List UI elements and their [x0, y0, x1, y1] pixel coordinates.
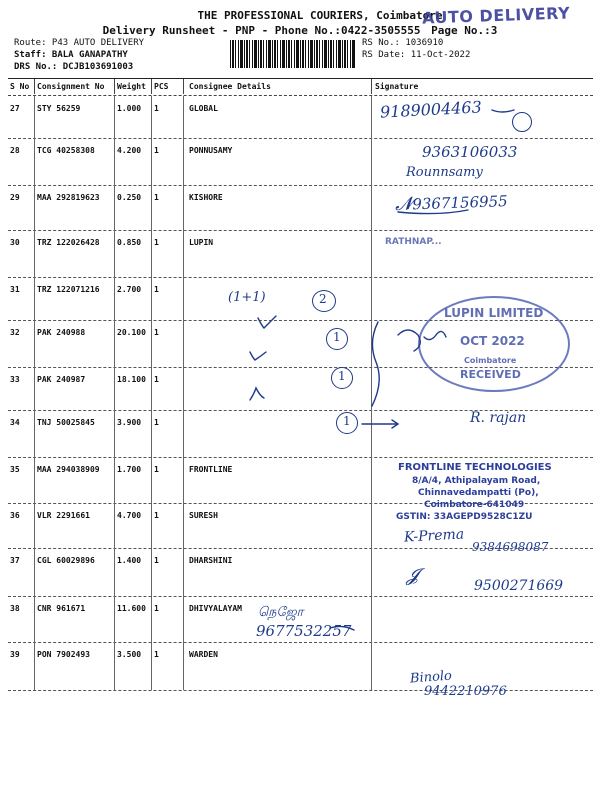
stamp-received: RECEIVED [460, 368, 521, 381]
row-sno: 38 [10, 604, 20, 613]
col-divider [371, 503, 372, 548]
circle-2-label: 2 [319, 292, 327, 306]
col-divider [34, 457, 35, 503]
col-divider [151, 410, 152, 457]
table-header [8, 78, 593, 96]
row-sno: 34 [10, 418, 20, 427]
row-consignee: DHARSHINI [189, 556, 233, 565]
row-weight: 0.850 [117, 238, 142, 247]
row-pcs: 1 [154, 104, 159, 113]
col-divider [34, 138, 35, 185]
circle-1 [326, 328, 348, 350]
col-divider [151, 596, 152, 642]
col-divider [34, 185, 35, 230]
col-divider [151, 185, 152, 230]
col-divider [34, 320, 35, 367]
col-divider [114, 642, 115, 690]
signature-39-phone: 9442210976 [424, 684, 507, 699]
row-consignee: PONNUSAMY [189, 146, 233, 155]
col-sno: S No [10, 82, 30, 91]
row-sno: 27 [10, 104, 20, 113]
col-divider [183, 503, 184, 548]
frontline-stamp-addr1: 8/A/4, Athipalayam Road, [412, 476, 541, 486]
frontline-stamp-gstin: GSTIN: 33AGEPD9528C1ZU [396, 512, 533, 522]
col-divider [371, 277, 372, 320]
col-divider [34, 79, 35, 94]
signature-37-phone: 9500271669 [474, 578, 564, 594]
row-weight: 18.100 [117, 375, 146, 384]
col-weight: Weight [117, 82, 146, 91]
row-consignee: GLOBAL [189, 104, 218, 113]
row-sno: 30 [10, 238, 20, 247]
circle-2 [312, 290, 336, 312]
row-pcs: 1 [154, 556, 159, 565]
col-divider [183, 596, 184, 642]
col-divider [151, 503, 152, 548]
row-consignment: TRZ 122071216 [37, 285, 100, 294]
table-row [8, 96, 593, 139]
col-divider [114, 230, 115, 277]
signature-28-name: Rounnsamy [406, 165, 483, 180]
col-divider [183, 185, 184, 230]
col-divider [34, 548, 35, 596]
row-consignment: TRZ 122026428 [37, 238, 100, 247]
signature-28-phone: 9363106033 [422, 143, 518, 161]
col-divider [151, 548, 152, 596]
row-weight: 4.200 [117, 146, 142, 155]
barcode [230, 40, 355, 68]
signature-36-name: K-Prema [403, 526, 465, 546]
col-divider [34, 230, 35, 277]
row-sno: 35 [10, 465, 20, 474]
row-consignment: MAA 294038909 [37, 465, 100, 474]
row-sno: 28 [10, 146, 20, 155]
col-divider [114, 138, 115, 185]
col-divider [114, 96, 115, 138]
row-pcs: 1 [154, 418, 159, 427]
row-pcs: 1 [154, 146, 159, 155]
row-consignment: CGL 60029896 [37, 556, 95, 565]
col-divider [34, 277, 35, 320]
row-weight: 1.400 [117, 556, 142, 565]
col-divider [371, 96, 372, 138]
signature-38-mark: நெஜோ [258, 605, 304, 620]
page-number: Page No.:3 [431, 24, 498, 37]
row-consignment: PAK 240988 [37, 328, 86, 337]
stamp-company: LUPIN LIMITED [444, 306, 544, 320]
row-consignment: TNJ 50025845 [37, 418, 95, 427]
col-divider [114, 320, 115, 367]
frontline-stamp-addr2: Chinnavedampatti (Po), [418, 488, 539, 498]
route-info: Route: P43 AUTO DELIVERY [14, 38, 145, 48]
row-weight: 2.700 [117, 285, 142, 294]
col-divider [114, 185, 115, 230]
col-divider [183, 320, 184, 367]
col-divider [371, 410, 372, 457]
circle-1-label: 1 [338, 369, 346, 383]
row-consignment: PAK 240987 [37, 375, 86, 384]
circle-mark [512, 112, 532, 132]
row-sno: 31 [10, 285, 20, 294]
row-consignee: KISHORE [189, 193, 223, 202]
col-divider [34, 410, 35, 457]
row-sno: 29 [10, 193, 20, 202]
auto-delivery-stamp: AUTO DELIVERY [421, 3, 571, 28]
col-divider [371, 457, 372, 503]
col-pcs: PCS [154, 82, 169, 91]
col-divider [151, 642, 152, 690]
col-divider [151, 138, 152, 185]
col-divider [183, 96, 184, 138]
row-pcs: 1 [154, 511, 159, 520]
col-divider [114, 548, 115, 596]
row-weight: 4.700 [117, 511, 142, 520]
signature-34: R. rajan [470, 410, 527, 426]
row-consignee: LUPIN [189, 238, 214, 247]
col-divider [34, 503, 35, 548]
frontline-stamp-addr3: Coimbatore-641049 [424, 500, 525, 510]
rs-number: RS No.: 1036910 [362, 38, 444, 48]
col-divider [151, 320, 152, 367]
stamp-date: OCT 2022 [460, 334, 525, 348]
row-weight: 0.250 [117, 193, 142, 202]
col-consignment: Consignment No [37, 82, 105, 91]
col-divider [183, 457, 184, 503]
row-pcs: 1 [154, 604, 159, 613]
row-pcs: 1 [154, 285, 159, 294]
row-sno: 32 [10, 328, 20, 337]
col-divider [114, 367, 115, 410]
col-divider [114, 79, 115, 94]
lupin-received-stamp [418, 296, 570, 392]
row-weight: 1.000 [117, 104, 142, 113]
col-divider [371, 596, 372, 642]
col-divider [183, 230, 184, 277]
col-divider [371, 230, 372, 277]
row-sno: 37 [10, 556, 20, 565]
runsheet-subtitle [0, 24, 600, 37]
row-weight: 1.700 [117, 465, 142, 474]
table-row [8, 230, 593, 278]
signature-38-phone: 9677532257 [256, 622, 352, 640]
rs-date: RS Date: 11-Oct-2022 [362, 50, 471, 60]
signature-27-number: 9189004463 [379, 97, 483, 122]
col-divider [183, 548, 184, 596]
row-weight: 3.900 [117, 418, 142, 427]
col-divider [114, 410, 115, 457]
col-divider [34, 596, 35, 642]
row-consignment: PON 7902493 [37, 650, 90, 659]
row-weight: 20.100 [117, 328, 146, 337]
row-consignment: STY 56259 [37, 104, 81, 113]
row-consignment: CNR 961671 [37, 604, 86, 613]
col-divider [183, 367, 184, 410]
col-divider [151, 230, 152, 277]
col-divider [371, 79, 372, 94]
row-pcs: 1 [154, 375, 159, 384]
col-divider [114, 503, 115, 548]
col-divider [183, 642, 184, 690]
signature-39-name: Binolo [409, 668, 453, 687]
col-divider [151, 96, 152, 138]
frontline-stamp-name: FRONTLINE TECHNOLOGIES [398, 462, 552, 473]
row-consignee: WARDEN [189, 650, 218, 659]
runsheet-phone: Delivery Runsheet - PNP - Phone No.:0422-3505555 [102, 24, 421, 37]
col-divider [183, 277, 184, 320]
circle-1-label: 1 [333, 330, 341, 344]
col-divider [34, 367, 35, 410]
col-divider [151, 367, 152, 410]
row-pcs: 1 [154, 650, 159, 659]
circle-1 [331, 367, 353, 389]
row-sno: 33 [10, 375, 20, 384]
row-weight: 3.500 [117, 650, 142, 659]
col-divider [34, 96, 35, 138]
staff-info: Staff: BALA GANAPATHY [14, 50, 128, 60]
circle-1 [336, 412, 358, 434]
signature-36-phone: 9384698087 [472, 540, 549, 554]
col-divider [183, 138, 184, 185]
col-divider [34, 642, 35, 690]
circle-1-label: 1 [343, 414, 351, 428]
col-divider [371, 548, 372, 596]
row-consignee: DHIVYALAYAM [189, 604, 242, 613]
company-title: THE PROFESSIONAL COURIERS, Coimbatore [197, 9, 443, 22]
row-weight: 11.600 [117, 604, 146, 613]
col-divider [371, 367, 372, 410]
rathna-stamp: RATHNAP... [385, 237, 442, 247]
col-divider [371, 138, 372, 185]
mark-31: (1+1) [228, 290, 266, 305]
row-pcs: 1 [154, 328, 159, 337]
signature-37-mark: 𝓙 [406, 565, 419, 586]
col-divider [114, 596, 115, 642]
signature-29: 𝓝9367156955 [394, 192, 508, 215]
col-divider [114, 457, 115, 503]
row-consignment: MAA 292819623 [37, 193, 100, 202]
col-divider [183, 79, 184, 94]
col-consignee: Consignee Details [189, 82, 271, 91]
signature-29-number: 9367156955 [411, 192, 508, 214]
drs-number: DRS No.: DCJB103691003 [14, 62, 134, 72]
row-sno: 39 [10, 650, 20, 659]
row-consignment: TCG 40258308 [37, 146, 95, 155]
row-pcs: 1 [154, 465, 159, 474]
row-consignee: SURESH [189, 511, 218, 520]
col-divider [151, 277, 152, 320]
col-divider [183, 410, 184, 457]
row-pcs: 1 [154, 193, 159, 202]
col-divider [151, 79, 152, 94]
row-sno: 36 [10, 511, 20, 520]
col-divider [151, 457, 152, 503]
col-divider [114, 277, 115, 320]
stamp-city: Coimbatore [464, 356, 517, 365]
col-divider [371, 320, 372, 367]
row-consignment: VLR 2291661 [37, 511, 90, 520]
col-signature: Signature [375, 82, 419, 91]
row-pcs: 1 [154, 238, 159, 247]
col-divider [371, 642, 372, 690]
row-consignee: FRONTLINE [189, 465, 233, 474]
col-divider [371, 185, 372, 230]
